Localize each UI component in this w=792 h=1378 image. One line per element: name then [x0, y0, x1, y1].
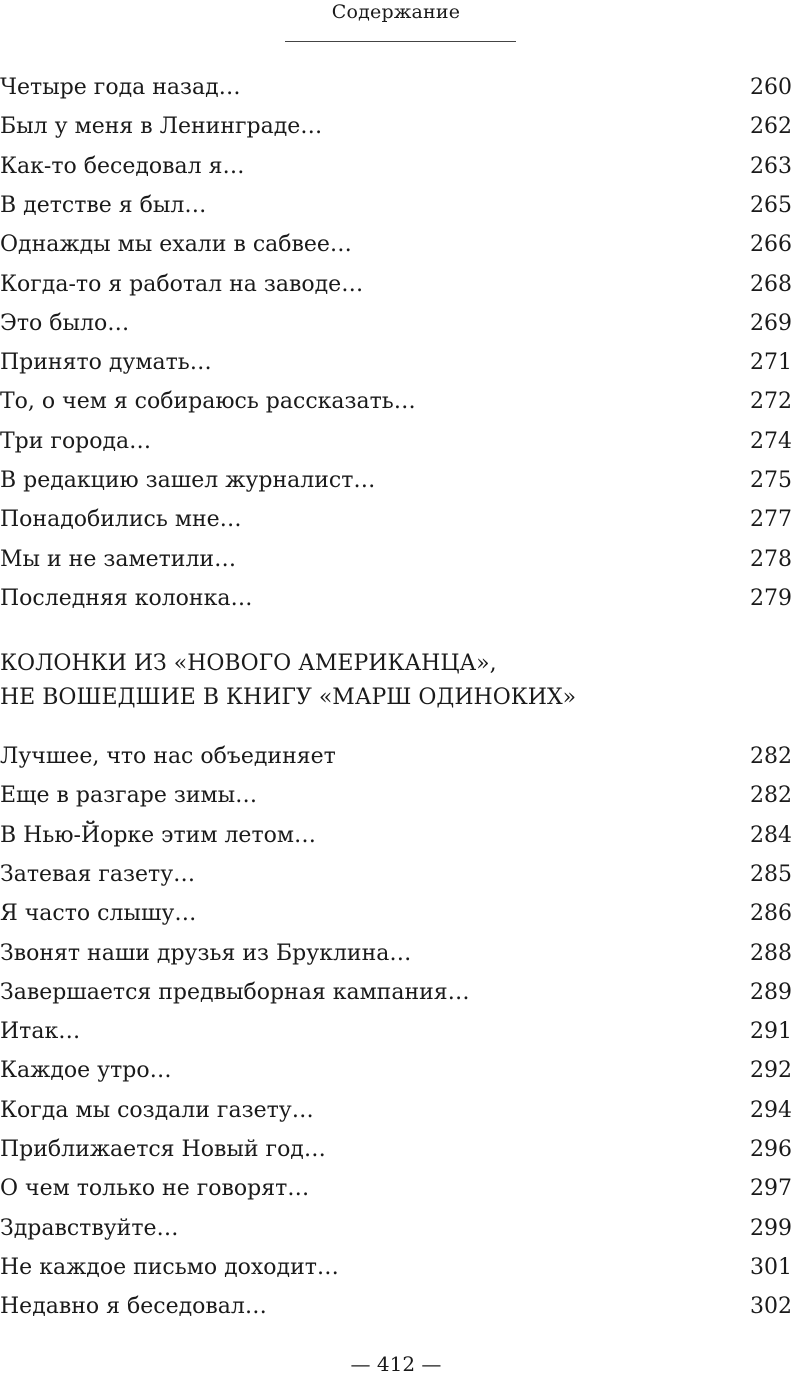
toc-entry	[0, 1124, 792, 1162]
toc-entry-page: 260	[750, 75, 792, 100]
toc-entry-page: 266	[750, 232, 792, 258]
section-heading-line-1: КОЛОНКИ ИЗ «НОВОГО АМЕРИКАНЦА»,	[0, 651, 497, 676]
dot-leader	[178, 1045, 744, 1077]
toc-entry	[0, 1281, 792, 1320]
toc-entry-page: 302	[750, 1294, 792, 1320]
dot-leader	[422, 376, 744, 408]
toc-entry-page: 285	[750, 861, 792, 887]
toc-entry-page: 282	[750, 783, 792, 809]
toc-entry-title: Когда-то я работал на заводе…	[0, 271, 364, 297]
toc-entry-title: Затевая газету…	[0, 861, 196, 887]
toc-entry-title: Принято думать…	[0, 350, 212, 376]
dot-leader	[248, 494, 744, 526]
dot-leader	[86, 1006, 744, 1038]
toc-entry-title: Я часто слышу…	[0, 901, 197, 927]
toc-entry-title: Четыре года назад…	[0, 75, 241, 100]
toc-entry-title: В детстве я был…	[0, 192, 207, 218]
page-number: — 412 —	[350, 1352, 442, 1376]
toc-entry-title: Последняя колонка…	[0, 585, 253, 611]
dot-leader	[345, 1242, 744, 1274]
toc-entry-page: 301	[750, 1254, 792, 1280]
section-heading-line-2: НЕ ВОШЕДШИЕ В КНИГУ «МАРШ ОДИНОКИХ»	[0, 685, 577, 710]
toc-entry-page: 289	[750, 979, 792, 1005]
toc-entry-page: 262	[750, 114, 792, 140]
dot-leader	[381, 455, 744, 487]
toc-entry-title: Лучшее, что нас объединяет	[0, 744, 336, 769]
running-header: Содержание	[331, 1, 461, 23]
dot-leader	[212, 180, 744, 212]
toc-entry-title: Еще в разгаре зимы…	[0, 783, 258, 809]
toc-entry-title: В Нью-Йорке этим летом…	[0, 822, 316, 848]
toc-entry-page: 291	[750, 1019, 792, 1045]
toc-entry-title: Как-то беседовал я…	[0, 153, 245, 179]
toc-entry	[0, 494, 792, 533]
toc-entry	[0, 573, 792, 611]
toc-entry-title: Приближается Новый год…	[0, 1137, 326, 1162]
dot-leader	[135, 298, 744, 330]
toc-entry-page: 263	[750, 153, 792, 179]
toc-entry	[0, 101, 792, 140]
toc-entry-page: 269	[750, 310, 792, 336]
toc-entry	[0, 219, 792, 258]
dot-leader	[358, 219, 744, 251]
dot-leader	[328, 101, 744, 133]
toc-entry	[0, 770, 792, 809]
toc-entry-page: 271	[750, 350, 792, 376]
dot-leader	[320, 1085, 744, 1117]
toc-entry-page: 294	[750, 1097, 792, 1123]
toc-entry-title: Понадобились мне…	[0, 507, 242, 533]
dot-leader	[369, 259, 744, 291]
dot-leader	[263, 770, 744, 802]
toc-entry-page: 279	[750, 585, 792, 611]
toc-entry-title: Звонят наши друзья из Бруклина…	[0, 940, 412, 966]
toc-entry-page: 278	[750, 546, 792, 572]
dot-leader	[250, 141, 744, 173]
toc-entry	[0, 416, 792, 454]
toc-entry	[0, 180, 792, 218]
dot-leader	[201, 849, 744, 881]
dot-leader	[218, 337, 744, 369]
toc-entry	[0, 1006, 792, 1045]
toc-entry	[0, 928, 792, 966]
toc-entry-title: Был у меня в Ленинграде…	[0, 114, 323, 140]
toc-entry-title: В редакцию зашел журналист…	[0, 468, 376, 493]
toc-entry-title: Когда мы создали газету…	[0, 1097, 314, 1123]
toc-entry-page: 274	[750, 428, 792, 454]
dot-leader	[273, 1281, 744, 1313]
toc-entry-page: 288	[750, 940, 792, 966]
toc-entry	[0, 376, 792, 415]
toc-entry-title: Завершается предвыборная кампания…	[0, 979, 470, 1005]
toc-entry-page: 284	[750, 822, 792, 848]
toc-entry	[0, 1163, 792, 1202]
dot-leader	[342, 731, 744, 763]
toc-entry	[0, 298, 792, 336]
dot-leader	[157, 416, 744, 448]
header-rule	[285, 41, 516, 42]
section-heading	[0, 648, 792, 714]
toc-entry	[0, 731, 792, 769]
dot-leader	[242, 534, 744, 566]
toc-entry	[0, 1045, 792, 1084]
toc-entry	[0, 455, 792, 493]
toc-entry-title: О чем только не говорят…	[0, 1176, 310, 1202]
toc-entry-title: То, о чем я собираюсь рассказать…	[0, 389, 416, 415]
toc-entry	[0, 259, 792, 297]
dot-leader	[322, 810, 744, 842]
toc-entry-title: Мы и не заметили…	[0, 546, 237, 572]
toc-entry	[0, 534, 792, 572]
toc-entry-page: 268	[750, 271, 792, 297]
toc-entry	[0, 1203, 792, 1241]
toc-entry-page: 296	[750, 1137, 792, 1162]
toc-entry	[0, 1242, 792, 1280]
toc-entry-page: 286	[750, 901, 792, 927]
dot-leader	[332, 1124, 744, 1156]
toc-entry-page: 292	[750, 1058, 792, 1084]
toc-entry	[0, 849, 792, 887]
dot-leader	[202, 888, 744, 920]
dot-leader	[258, 573, 744, 605]
toc-entry	[0, 967, 792, 1005]
toc-entry-title: Недавно я беседовал…	[0, 1294, 267, 1320]
dot-leader	[185, 1203, 744, 1235]
toc-entry-page: 265	[750, 192, 792, 218]
dot-leader	[315, 1163, 744, 1195]
toc-entry	[0, 62, 792, 100]
toc-entry-title: Это было…	[0, 310, 130, 336]
toc-entry-title: Итак…	[0, 1019, 81, 1045]
toc-entry-page: 275	[750, 468, 792, 493]
toc-entry-title: Здравствуйте…	[0, 1215, 179, 1241]
dot-leader	[247, 62, 744, 94]
toc-entry-title: Не каждое письмо доходит…	[0, 1254, 339, 1280]
toc-entry	[0, 141, 792, 179]
dot-leader	[476, 967, 744, 999]
toc-entry-page: 282	[750, 744, 792, 769]
toc-entry	[0, 810, 792, 848]
toc-entry-title: Три города…	[0, 428, 152, 454]
dot-leader	[417, 928, 744, 960]
toc-entry	[0, 337, 792, 376]
toc-entry-title: Каждое утро…	[0, 1058, 172, 1084]
toc-entry	[0, 888, 792, 927]
toc-entry-title: Однажды мы ехали в сабвее…	[0, 232, 352, 258]
toc-entry-page: 272	[750, 389, 792, 415]
toc-entry-page: 297	[750, 1176, 792, 1202]
toc-entry-page: 277	[750, 507, 792, 533]
toc-entry-page: 299	[750, 1215, 792, 1241]
toc-entry	[0, 1085, 792, 1123]
